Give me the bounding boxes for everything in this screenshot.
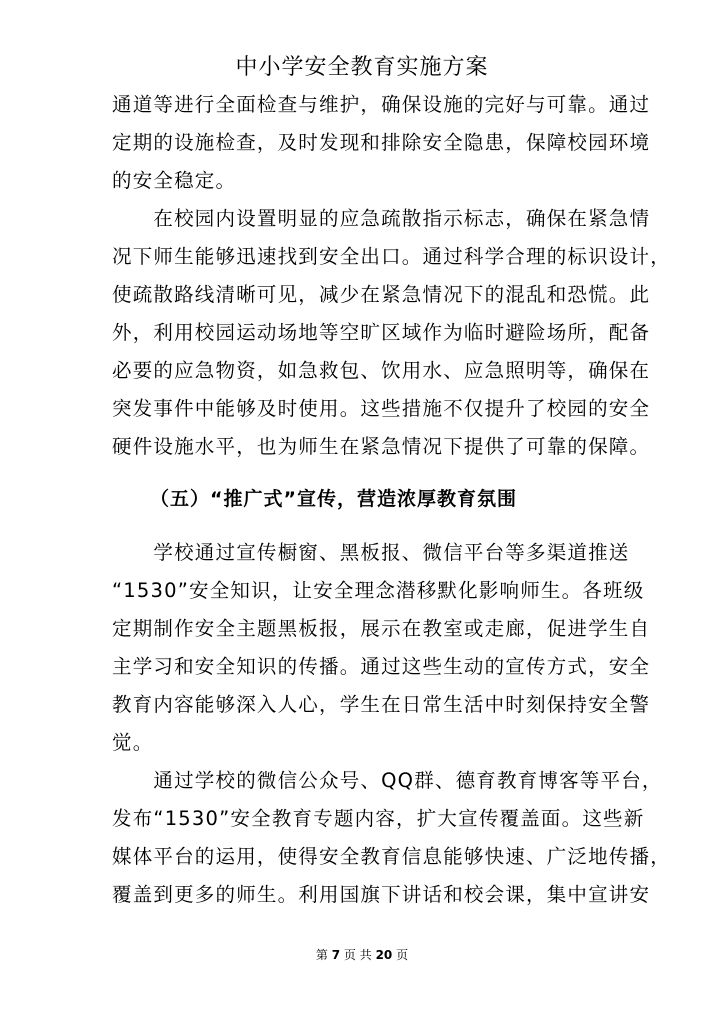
footer-suffix: 页 <box>396 948 409 962</box>
body-line: 教育内容能够深入人心，学生在日常生活中时刻保持安全警 <box>112 693 651 716</box>
body-line: 定期的设施检查，及时发现和排除安全隐患，保障校园环境 <box>112 131 651 154</box>
footer-prefix: 第 <box>315 948 328 962</box>
section-heading: （五）“推广式”宣传，营造浓厚教育氛围 <box>150 488 517 510</box>
body-line: 学校通过宣传橱窗、黑板报、微信平台等多渠道推送 <box>112 541 630 564</box>
body-line: 的安全稳定。 <box>112 169 237 192</box>
body-line: 覆盖到更多的师生。利用国旗下讲话和校会课，集中宣讲安 <box>112 883 651 906</box>
body-line: 在校园内设置明显的应急疏散指示标志，确保在紧急情 <box>112 207 651 230</box>
document-title: 中小学安全教育实施方案 <box>235 55 489 80</box>
body-line: 硬件设施水平，也为师生在紧急情况下提供了可靠的保障。 <box>112 435 651 458</box>
body-line: 主学习和安全知识的传播。通过这些生动的宣传方式，安全 <box>112 655 651 678</box>
footer-middle: 页 共 <box>343 948 372 962</box>
body-line: 突发事件中能够及时使用。这些措施不仅提升了校园的安全 <box>112 397 651 420</box>
body-line: 必要的应急物资，如急救包、饮用水、应急照明等，确保在 <box>112 359 651 382</box>
body-line: 媒体平台的运用，使得安全教育信息能够快速、广泛地传播， <box>112 845 671 868</box>
body-line: 发布“1530”安全教育专题内容，扩大宣传覆盖面。这些新 <box>112 807 645 830</box>
body-line: 通道等进行全面检查与维护，确保设施的完好与可靠。通过 <box>112 93 651 116</box>
body-line: 外，利用校园运动场地等空旷区域作为临时避险场所，配备 <box>112 321 651 344</box>
body-line: 定期制作安全主题黑板报，展示在教室或走廊，促进学生自 <box>112 617 651 640</box>
body-line: 使疏散路线清晰可见，减少在紧急情况下的混乱和恐慌。此 <box>112 283 651 306</box>
footer-total-pages: 20 <box>375 948 393 962</box>
footer-current-page: 7 <box>331 948 341 962</box>
body-line: 觉。 <box>112 731 154 754</box>
body-line: 况下师生能够迅速找到安全出口。通过科学合理的标识设计， <box>112 245 671 268</box>
body-line: “1530”安全知识，让安全理念潜移默化影响师生。各班级 <box>112 579 645 602</box>
page-footer <box>0 946 724 964</box>
body-line: 通过学校的微信公众号、QQ群、德育教育博客等平台， <box>112 769 663 792</box>
